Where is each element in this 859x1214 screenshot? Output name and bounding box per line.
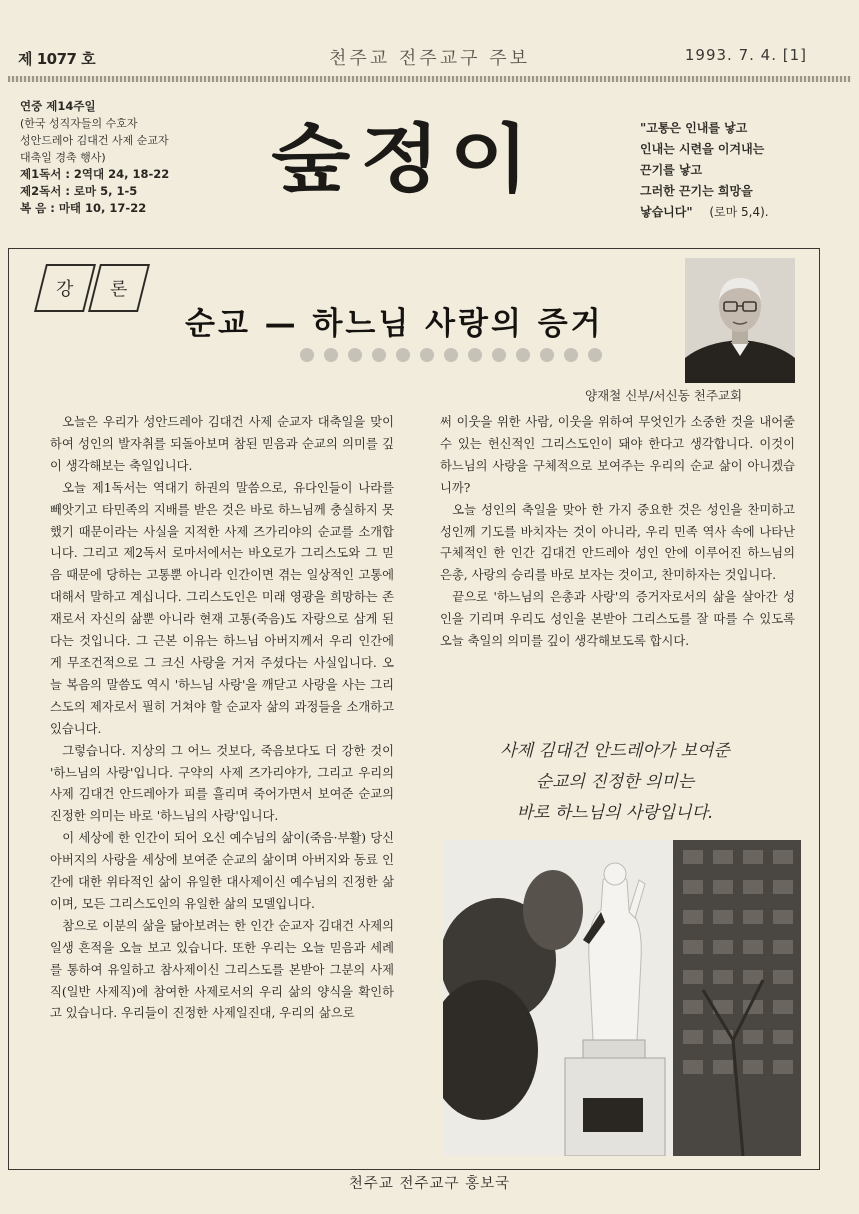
paragraph: 써 이웃을 위한 사람, 이웃을 위하여 무엇인가 소중한 것을 내어줄 수 있는 헌신적인 그리스도인이 돼야 한다고 생각합니다. 이것이 하느님의 사랑을 구체적으로 보여주는 우리의 순교 삶이 아니겠습니까?: [440, 415, 795, 495]
article-column-left: [50, 412, 394, 1025]
issue-number: 제 1077 호: [18, 50, 96, 68]
dot: [396, 348, 410, 362]
second-reading: 제2독서 : 로마 5, 1-5: [20, 184, 138, 198]
dot: [420, 348, 434, 362]
paragraph: 끝으로 '하느님의 은총과 사랑'의 증거자로서의 삶을 살아간 성인을 기리며 우리도 성인을 본받아 그리스도를 잘 따를 수 있도록 오늘 축일의 의미를 깊이 생각해보도록 합시다.: [440, 590, 795, 649]
issue-date: 1993. 7. 4. [1]: [684, 46, 807, 64]
tag-char-2: 론: [110, 279, 128, 300]
pull-quote-line-2: 순교의 진정한 의미는: [535, 772, 695, 792]
author-portrait: [685, 258, 795, 383]
dot: [444, 348, 458, 362]
decorative-dots: [300, 348, 602, 362]
paragraph: 오늘 성인의 축일을 맞아 한 가지 중요한 것은 성인을 찬미하고 성인께 기도를 바치자는 것이 아니라, 우리 민족 역사 속에 나타난 구체적인 한 인간 김대건 안드레아 성인 안에 이루어진 하느님의 은총, 사랑의 승리를 바로 보자는 것이고, 찬미하자는 것입니다.: [440, 502, 795, 583]
quote-reference: (로마 5,4).: [709, 205, 769, 219]
feast-line-1: (한국 성직자들의 수호자: [20, 117, 138, 130]
paragraph: 그렇습니다. 지상의 그 어느 것보다, 죽음보다도 더 강한 것이 '하느님의 사랑'입니다. 구약의 사제 즈가리야가, 그리고 우리의 사제 김대건 안드레아가 피를 흘리며 죽어가면서 보여준 순교의 진정한 의미는 바로 '하느님의 사랑'입니다.: [50, 743, 394, 824]
dot: [372, 348, 386, 362]
newspaper-nameplate: 숲정이: [271, 116, 539, 203]
scripture-quote: [640, 118, 830, 223]
dot: [492, 348, 506, 362]
masthead-subtitle: 천주교 전주교구 주보: [329, 48, 530, 69]
dot: [300, 348, 314, 362]
dot: [324, 348, 338, 362]
portrait-image: [685, 258, 795, 383]
paragraph: 참으로 이분의 삶을 닮아보려는 한 인간 순교자 김대건 사제의 일생 흔적을 오늘 보고 있습니다. 또한 우리는 오늘 믿음과 세례를 통하여 유일하고 참사제이신 그리스도를 본받아 그분의 사제직(일반 사제직)에 참여한 사제로서의 우리 삶의 양식을 확인하고 있습니다. 우리들이 진정한 사제일진대, 우리의 삶으로: [50, 918, 394, 1021]
footer-publisher: 천주교 전주교구 홍보국: [348, 1176, 511, 1192]
quote-line-5-text: 낳습니다": [640, 205, 693, 219]
dot: [564, 348, 578, 362]
first-reading: 제1독서 : 2역대 24, 18-22: [20, 167, 170, 181]
dot: [348, 348, 362, 362]
pull-quote-line-1: 사제 김대건 안드레아가 보여준: [500, 741, 730, 761]
author-byline: 양재철 신부/서신동 천주교회: [585, 388, 743, 403]
quote-line-1: "고통은 인내를 낳고: [640, 121, 748, 135]
article-headline: 순교 — 하느님 사랑의 증거: [185, 306, 604, 342]
paragraph: 오늘은 우리가 성안드레아 김대건 사제 순교자 대축일을 맞이하여 성인의 발자취를 되돌아보며 참된 믿음과 순교의 의미를 깊이 생각해보는 축일입니다.: [50, 415, 394, 473]
feast-line-3: 대축일 경축 행사): [20, 151, 106, 164]
feast-line-2: 성안드레아 김대건 사제 순교자: [20, 134, 169, 147]
tag-box-2: [88, 264, 150, 312]
statue-photo: [443, 840, 801, 1156]
quote-line-3: 끈기를 낳고: [640, 163, 703, 177]
header-divider: [8, 76, 851, 82]
quote-line-5: [640, 202, 830, 223]
paragraph: 오늘 제1독서는 역대기 하권의 말씀으로, 유다인들이 나라를 빼앗기고 타민족의 지배를 받은 것은 바로 하느님께 충실하지 못했기 때문이라는 사실을 지적한 사제 즈가리야의 순교를 소개합니다. 그리고 제2독서 로마서에서는 바오로가 그리스도와 그 믿음 때문에 당하는 고통뿐 아니라 인간이면 겪는 일상적인 고통에 대해서 말하고 계십니다. 그리스도인은 미래 영광을 희망하는 존재로서 자신의 삶뿐 아니라 현재 고통(죽음)도 자랑으로 삼게 된다는 것입니다. 그 근본 이유는 하느님 아버지께서 우리 인간에게 무조건적으로 그 크신 사랑을 거저 주셨다는 사실입니다. 오늘 복음의 말씀도 역시 '하느님 사랑'을 깨닫고 사랑을 사는 그리스도의 제자로서 필히 거쳐야 할 순교자 삶의 과정들을 소개하고 있습니다.: [50, 480, 394, 736]
article-column-right: [440, 412, 795, 653]
liturgy-info: [20, 98, 230, 217]
gospel-reading: 복 음 : 마태 10, 17-22: [20, 201, 147, 215]
dot: [540, 348, 554, 362]
tag-box-1: [34, 264, 96, 312]
pull-quote: [430, 736, 800, 829]
dot: [468, 348, 482, 362]
pull-quote-line-3: 바로 하느님의 사랑입니다.: [516, 803, 714, 823]
quote-line-2: 인내는 시련을 이겨내는: [640, 142, 765, 156]
nameplate-block: [250, 112, 560, 212]
dot: [588, 348, 602, 362]
tag-char-1: 강: [56, 279, 74, 300]
section-tag: [40, 264, 148, 310]
dot: [516, 348, 530, 362]
paragraph: 이 세상에 한 인간이 되어 오신 예수님의 삶이(죽음·부활) 당신 아버지의 사랑을 세상에 보여준 순교의 삶이며 아버지와 동료 인간에 대한 위타적인 삶이 유일한 대사제이신 예수님의 진정한 삶이며, 모든 그리스도인의 유일한 삶의 모델입니다.: [50, 831, 394, 911]
statue-photo-image: [443, 840, 801, 1156]
liturgical-week: 연중 제14주일: [20, 99, 96, 113]
quote-line-4: 그러한 끈기는 희망을: [640, 184, 753, 198]
